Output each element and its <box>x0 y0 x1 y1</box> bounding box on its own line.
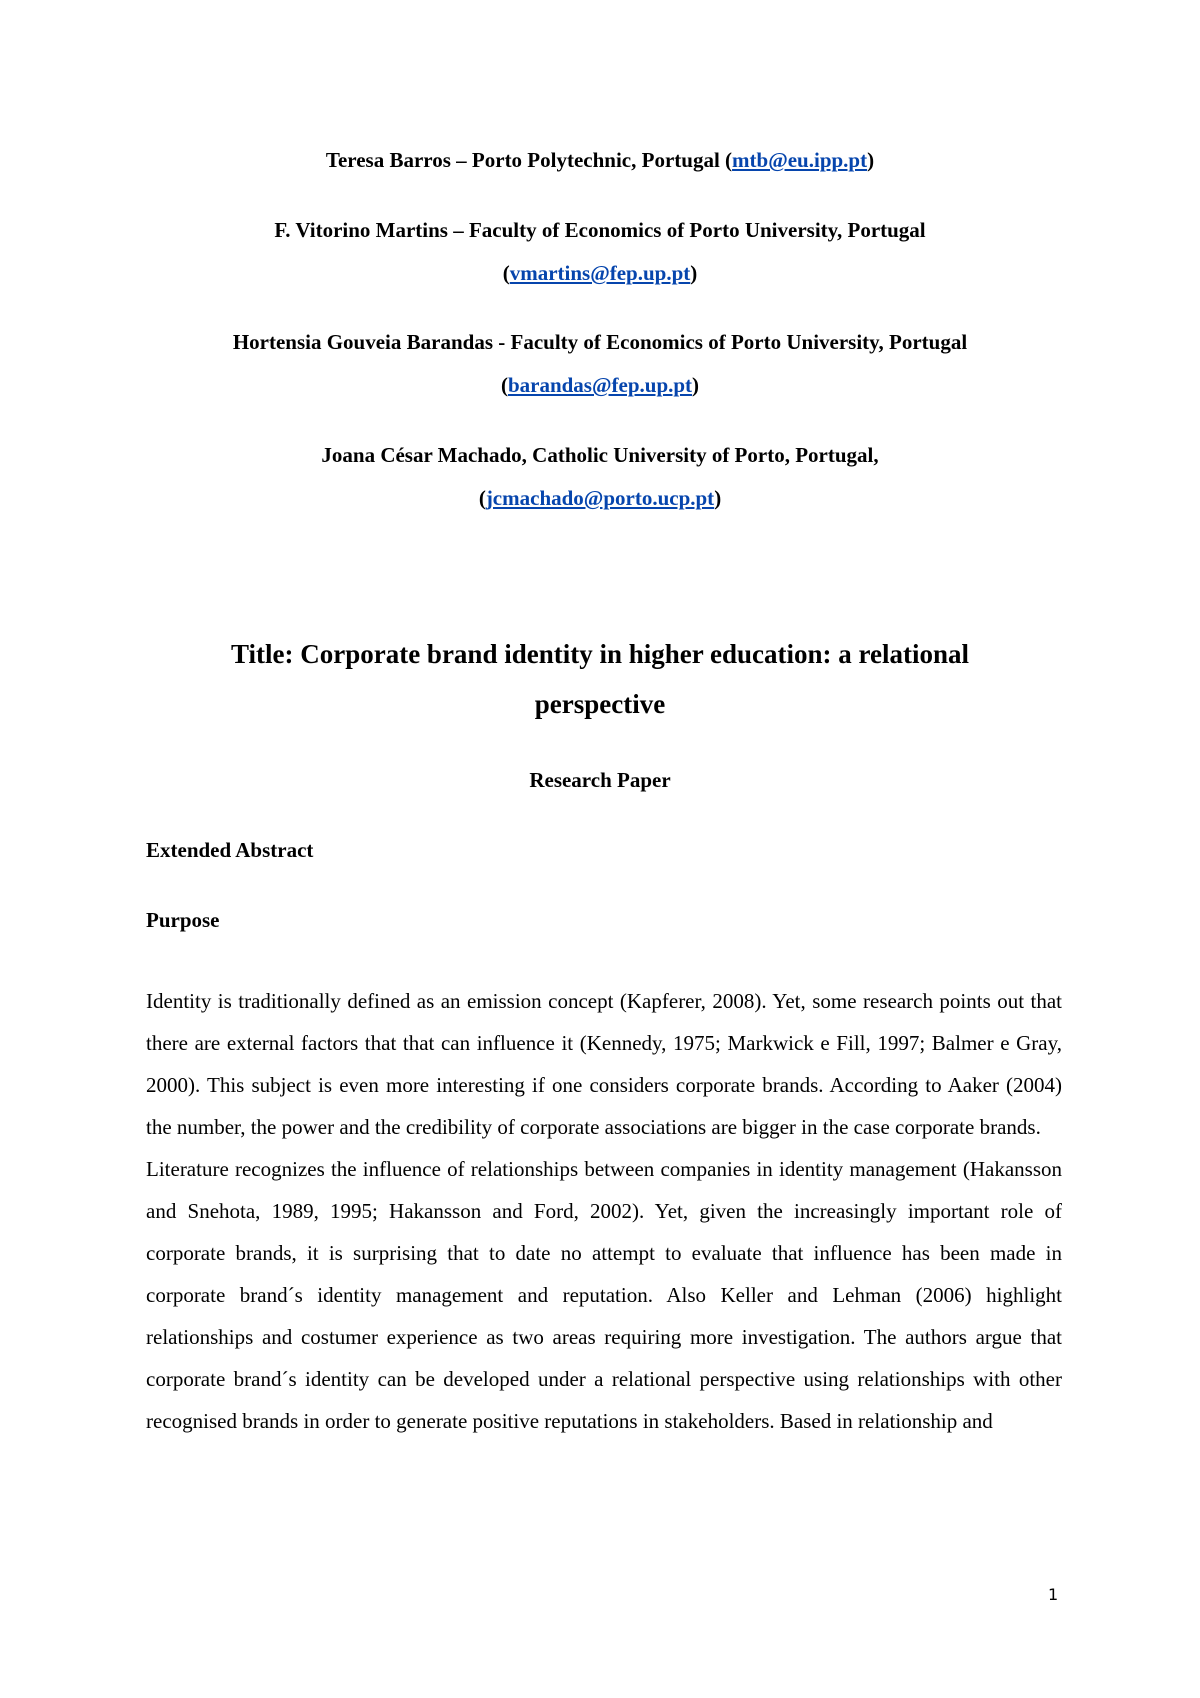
paper-title-line-2: perspective <box>534 689 666 719</box>
section-heading: Extended Abstract <box>146 838 314 862</box>
body-text <box>146 980 1062 1442</box>
author-1-close-paren: ) <box>867 148 875 172</box>
author-1-email-link[interactable]: mtb@eu.ipp.pt <box>732 148 868 172</box>
author-1 <box>0 146 1200 174</box>
author-1-affiliation: Teresa Barros – Porto Polytechnic, Portugal ( <box>325 148 733 172</box>
author-3-affiliation: Hortensia Gouveia Barandas - Faculty of Economics of Porto University, Portugal <box>232 330 968 354</box>
subsection-heading: Purpose <box>146 908 220 932</box>
author-4-close-paren: ) <box>714 486 722 510</box>
paragraph-2: Literature recognizes the influence of relationships between companies in identity management (Hakansson and Snehota, 1989, 1995; Hakansson and Ford, 2002). Yet, given the increasingly important role of corporate brands, it is surprising that to date no attempt to evaluate that influence has been made in corporate brand´s identity management and reputation. Also Keller and Lehman (2006) highlight relationships and costumer experience as two areas requiring more investigation. The authors argue that corporate brand´s identity can be developed under a relational perspective using relationships with other recognised brands in order to generate positive reputations in stakeholders. Based in relationship and <box>146 1157 1062 1433</box>
author-4-open-paren: ( <box>478 486 486 510</box>
paper-title-line-1: Title: Corporate brand identity in higher education: a relational <box>230 639 969 669</box>
page-number: 1 <box>1048 1585 1059 1604</box>
author-3-email-line <box>0 371 1200 399</box>
author-3-close-paren: ) <box>692 373 700 397</box>
author-3-email-link[interactable]: barandas@fep.up.pt <box>507 373 693 397</box>
author-4-affiliation: Joana César Machado, Catholic University of Porto, Portugal, <box>321 443 879 467</box>
author-2-open-paren: ( <box>502 261 510 285</box>
author-2-close-paren: ) <box>690 261 698 285</box>
author-3-open-paren: ( <box>500 373 508 397</box>
author-2-email-line <box>0 259 1200 287</box>
paper-type: Research Paper <box>529 768 671 792</box>
author-2-affiliation: F. Vitorino Martins – Faculty of Economics of Porto University, Portugal <box>274 218 926 242</box>
author-2-email-link[interactable]: vmartins@fep.up.pt <box>509 261 691 285</box>
author-4-email-line <box>0 484 1200 512</box>
paragraph-1: Identity is traditionally defined as an emission concept (Kapferer, 2008). Yet, some research points out that there are external factors that that can influence it (Kennedy, 1975; Markwick e Fill, 1997; Balmer e Gray, 2000). This subject is even more interesting if one considers corporate brands. According to Aaker (2004) the number, the power and the credibility of corporate associations are bigger in the case corporate brands. <box>146 989 1062 1139</box>
author-4-email-link[interactable]: jcmachado@porto.ucp.pt <box>485 486 715 510</box>
